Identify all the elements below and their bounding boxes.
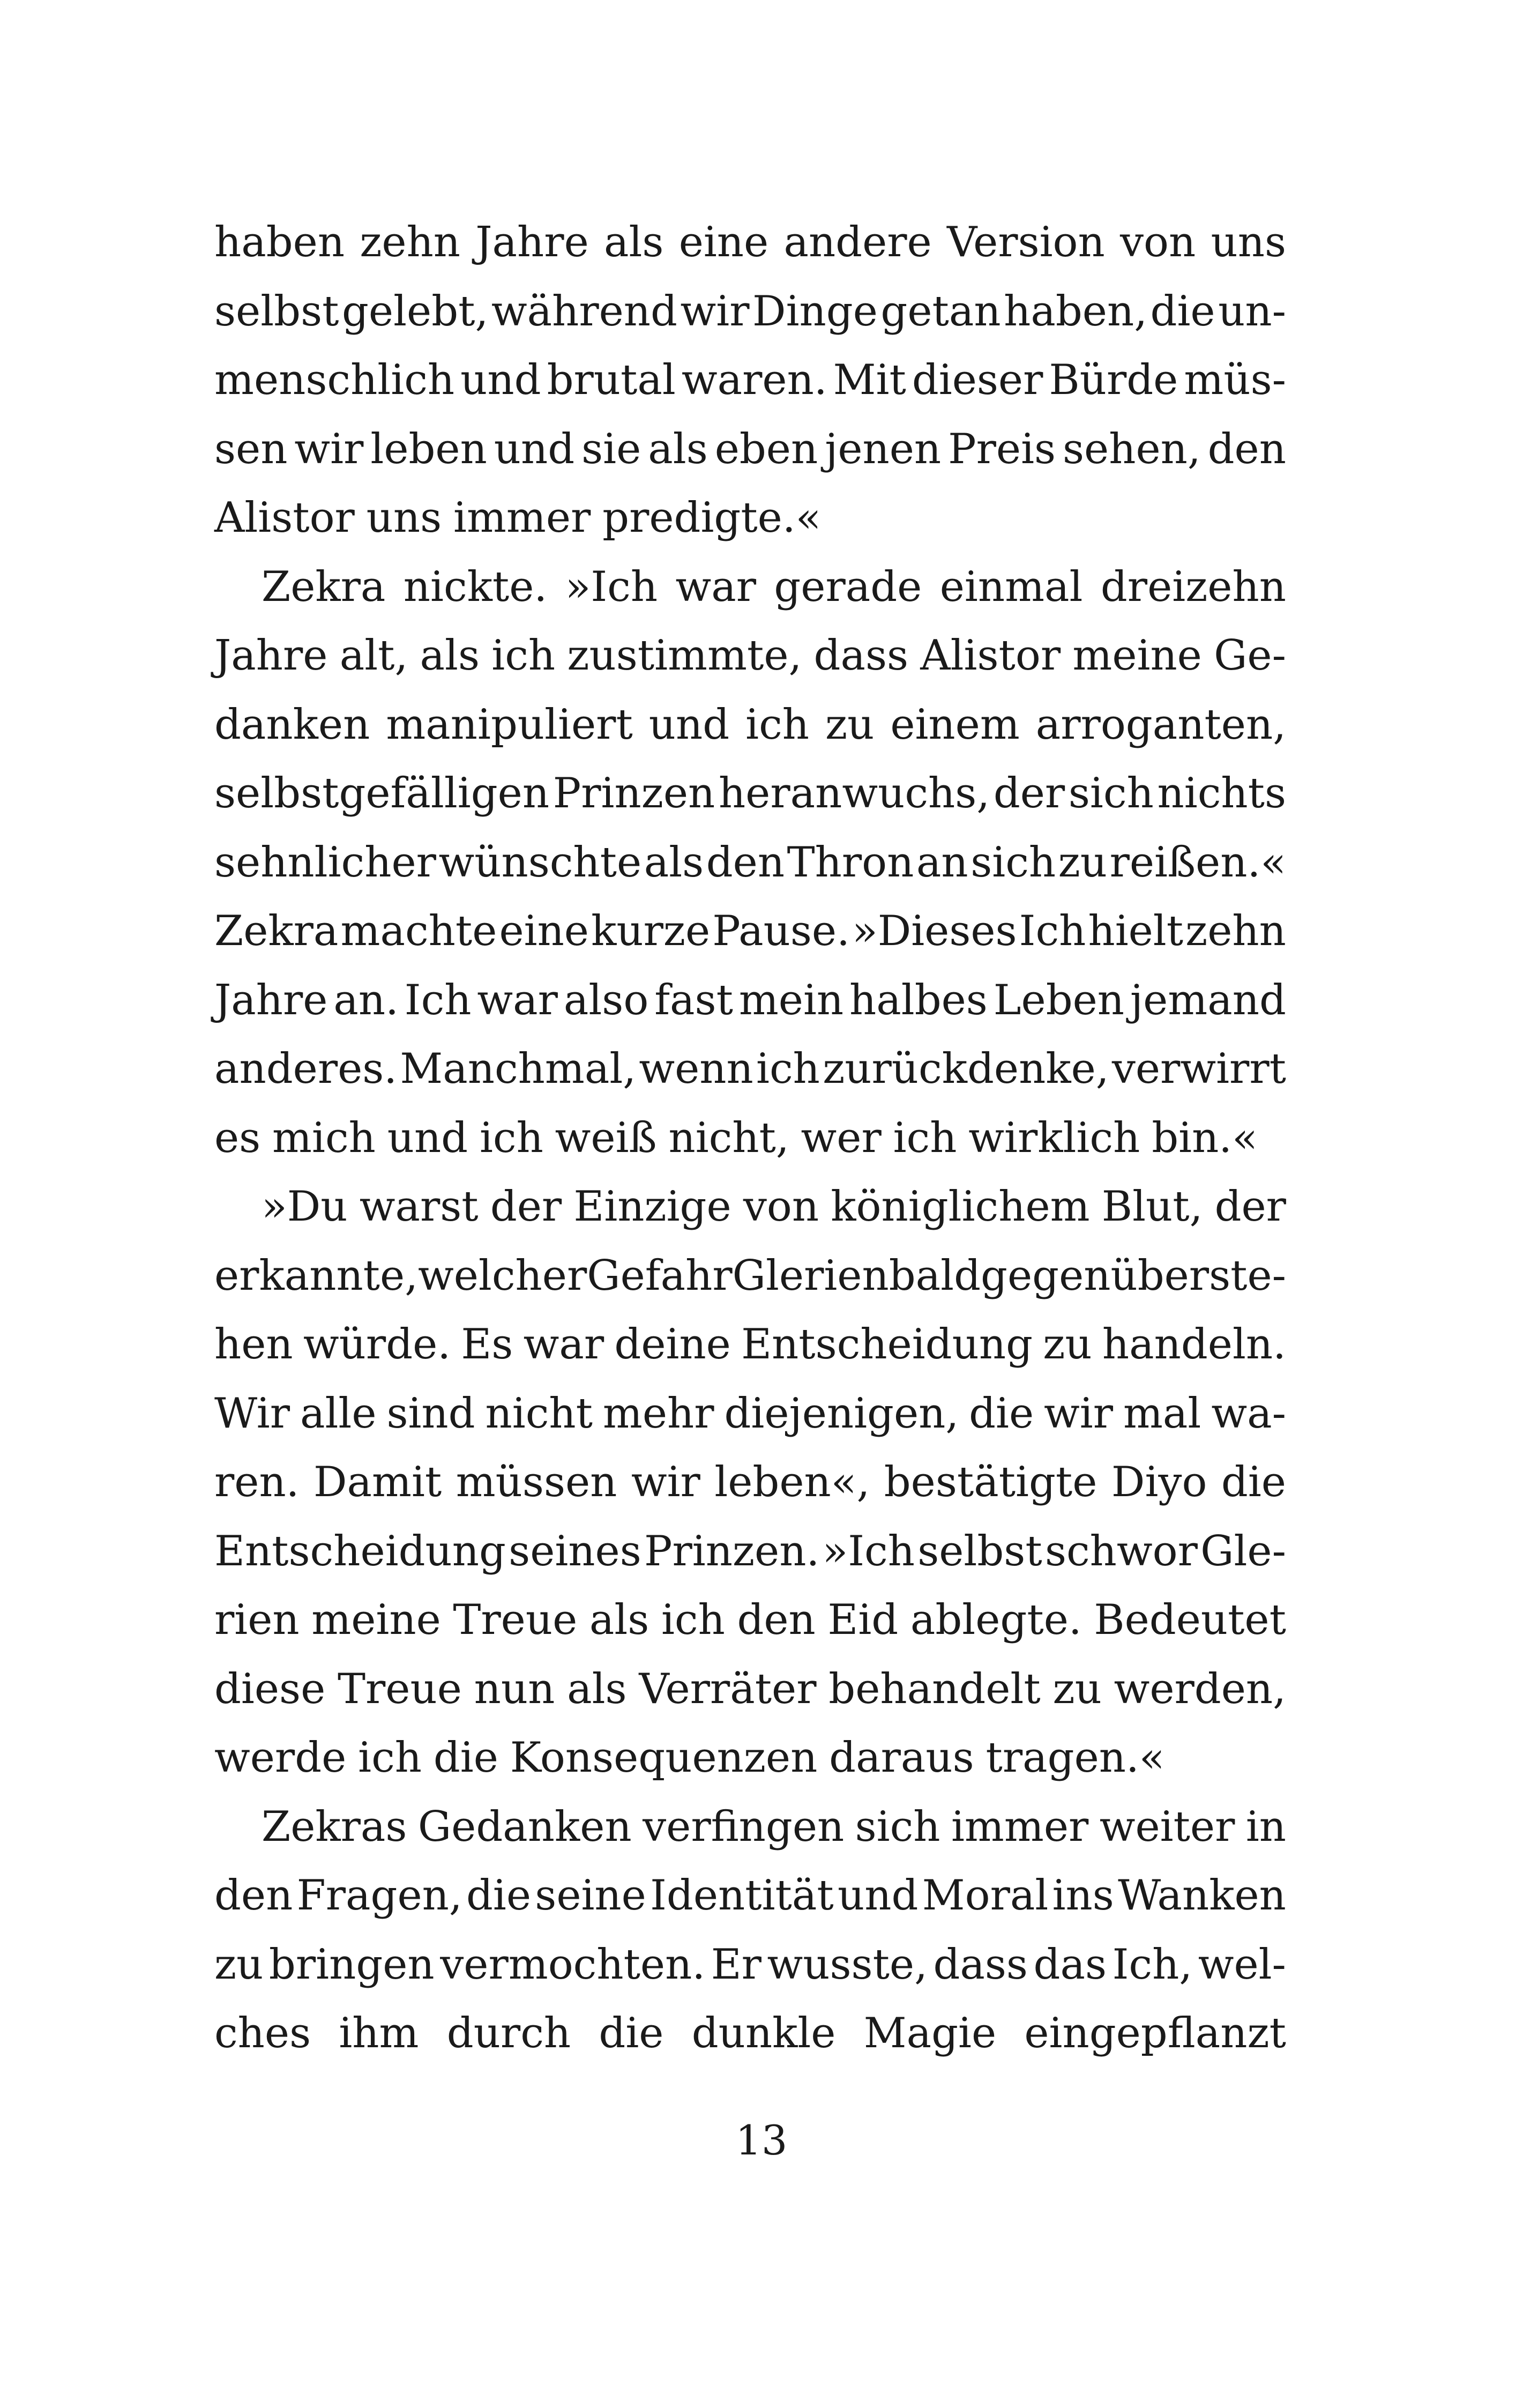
text-line: werde ich die Konsequenzen daraus tragen.« (214, 1734, 1165, 1782)
text-line: Jahre alt, als ich zustimmte, dass Alistor meine Ge- (214, 631, 1286, 680)
text-line: es mich und ich weiß nicht, wer ich wirklich bin.« (214, 1113, 1258, 1162)
text-line: Zekra nickte. »Ich war gerade einmal dreizehn (262, 562, 1286, 611)
text-line: selbstgefälligen Prinzen heranwuchs, der sich nichts (214, 769, 1286, 817)
text-line: haben zehn Jahre als eine andere Version von uns (214, 218, 1286, 266)
text-line: rien meine Treue als ich den Eid ablegte. Bedeutet (214, 1596, 1286, 1644)
text-line: den Fragen, die seine Identität und Moral ins Wanken (214, 1871, 1286, 1920)
text-line: Entscheidung seines Prinzen. »Ich selbst schwor Gle- (214, 1527, 1286, 1575)
text-line: Jahre an. Ich war also fast mein halbes Leben jemand (214, 976, 1286, 1024)
text-line: ren. Damit müssen wir leben«, bestätigte Diyo die (214, 1458, 1286, 1506)
page-number: 13 (735, 2116, 788, 2164)
body-text (214, 208, 1286, 2068)
text-line: hen würde. Es war deine Entscheidung zu handeln. (214, 1320, 1286, 1369)
paragraph (214, 553, 1286, 1173)
text-line: erkannte, welcher Gefahr Glerien bald gegenüberste- (214, 1251, 1286, 1300)
paragraph (214, 1793, 1286, 2068)
text-line: zu bringen vermochten. Er wusste, dass das Ich, wel- (214, 1940, 1286, 1989)
text-line: Zekra machte eine kurze Pause. »Dieses Ich hielt zehn (214, 907, 1286, 955)
text-line: danken manipuliert und ich zu einem arroganten, (214, 700, 1286, 749)
text-line: diese Treue nun als Verräter behandelt zu werden, (214, 1664, 1286, 1713)
text-line: »Du warst der Einzige von königlichem Blut, der (262, 1183, 1286, 1231)
paragraph (214, 1172, 1286, 1793)
paragraph (214, 208, 1286, 553)
text-line: anderes. Manchmal, wenn ich zurückdenke, verwirrt (214, 1045, 1286, 1093)
text-line: menschlich und brutal waren. Mit dieser Bürde müs- (214, 356, 1286, 404)
text-line: Wir alle sind nicht mehr diejenigen, die wir mal wa- (214, 1389, 1286, 1438)
text-line: Zekras Gedanken verfingen sich immer weiter in (262, 1802, 1286, 1851)
text-line: sehnlicher wünschte als den Thron an sich zu reißen.« (214, 838, 1286, 887)
text-line: Alistor uns immer predigte.« (214, 494, 822, 542)
text-line: selbst gelebt, während wir Dinge getan haben, die un- (214, 287, 1286, 336)
text-line: sen wir leben und sie als eben jenen Preis sehen, den (214, 425, 1286, 473)
text-line: ches ihm durch die dunkle Magie eingepflanzt (214, 2009, 1286, 2057)
